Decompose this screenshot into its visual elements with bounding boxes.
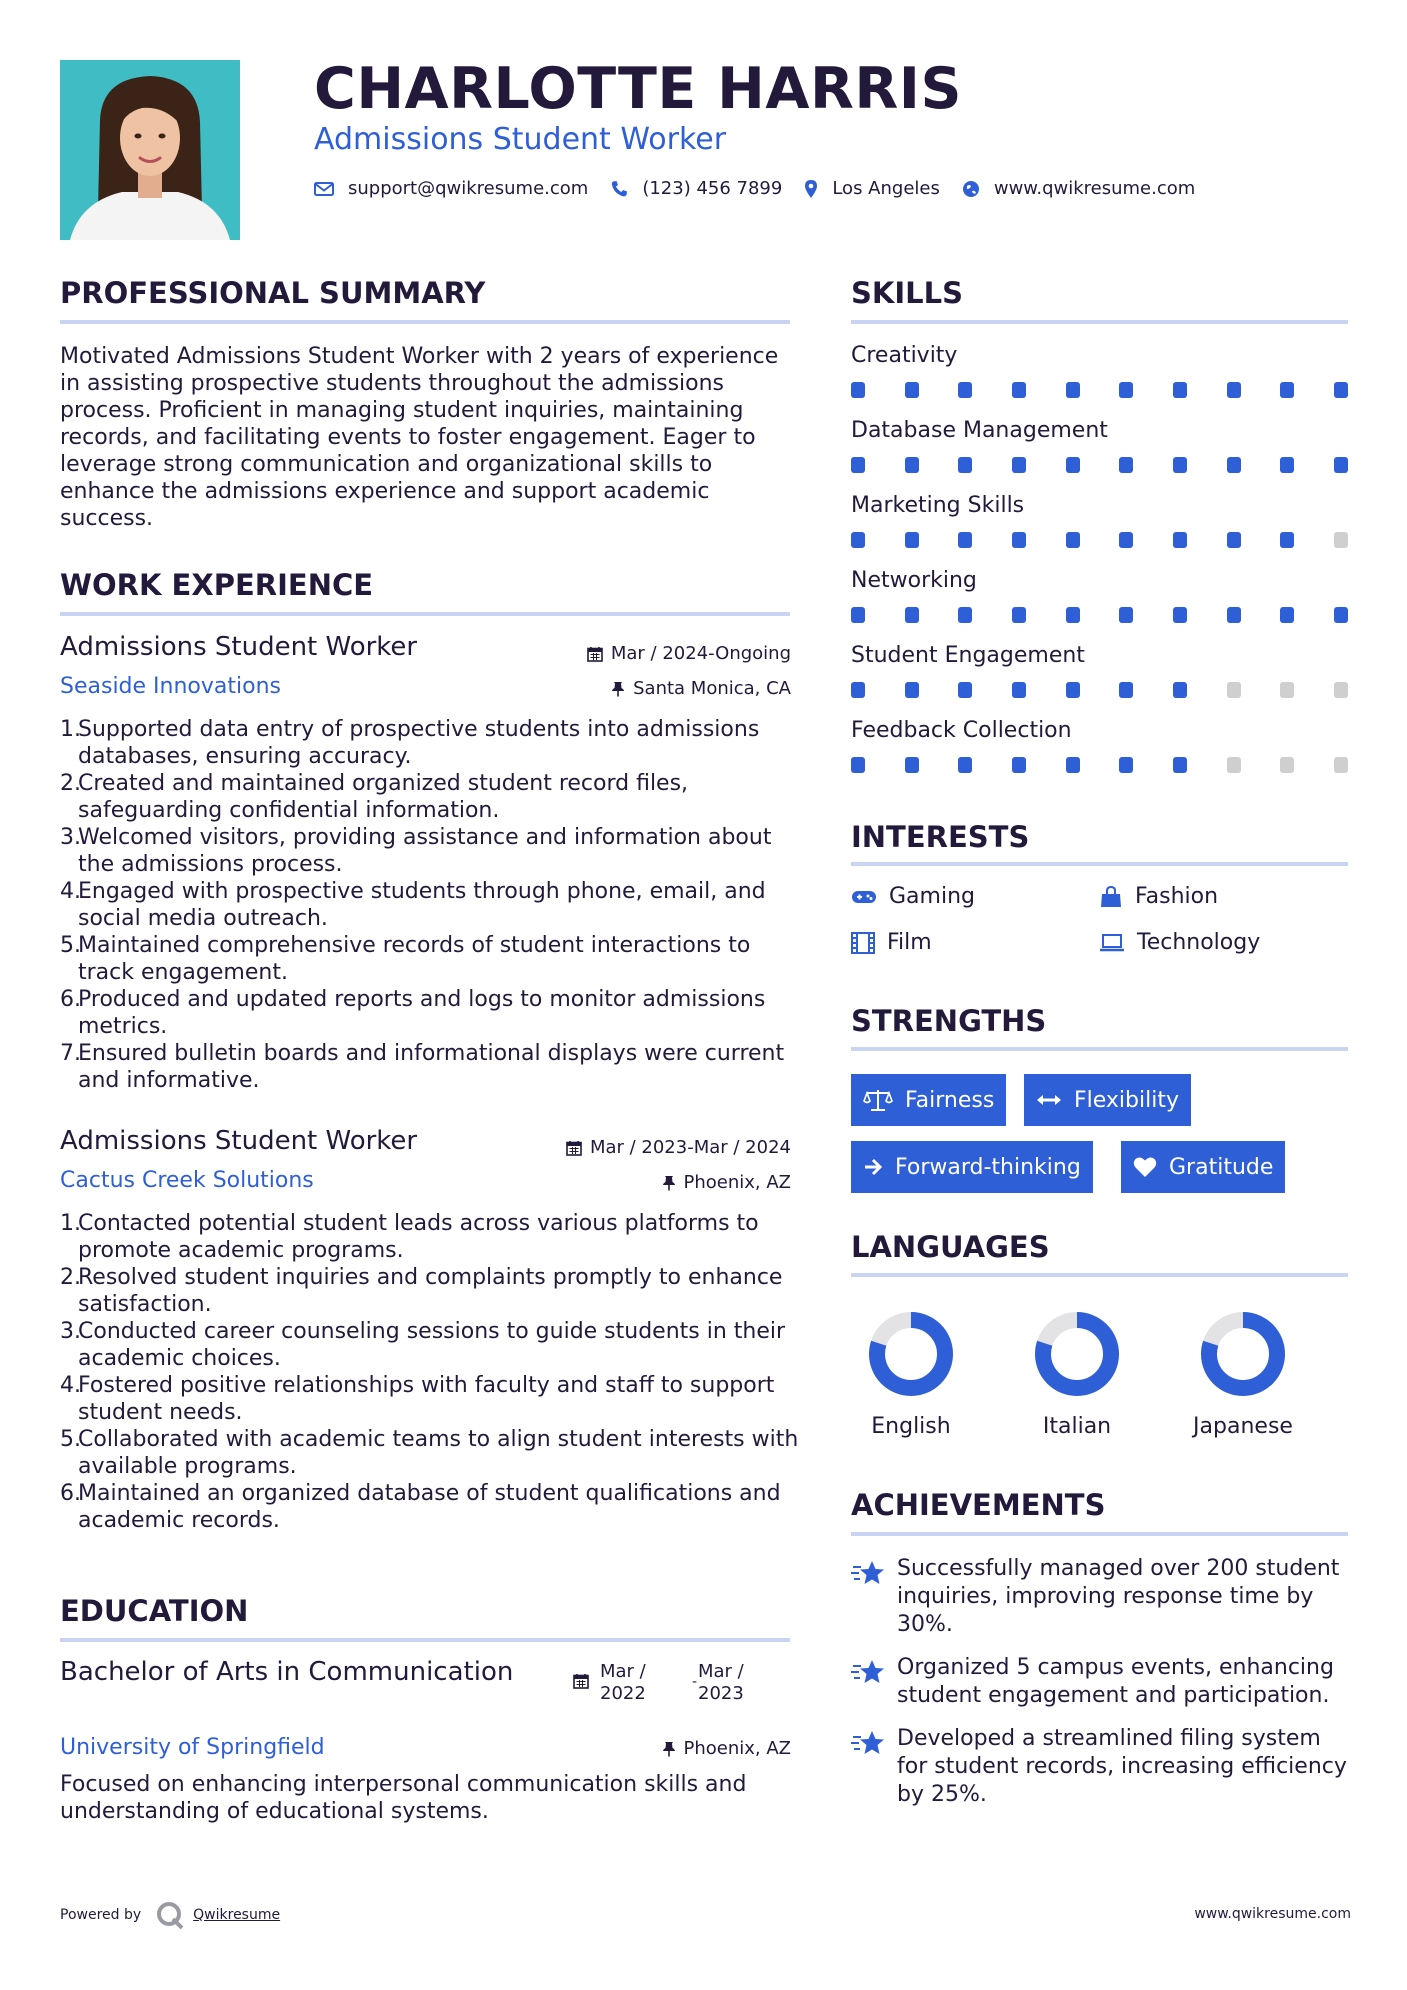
skill-dot-filled xyxy=(1119,757,1133,773)
experience-divider xyxy=(60,612,790,616)
education-description: Focused on enhancing interpersonal communication skills and understanding of educational systems. xyxy=(60,1772,747,1824)
skill-dot-filled xyxy=(1173,757,1187,773)
skill-dot-filled xyxy=(851,532,865,548)
job-date-text: Mar / 2023-Mar / 2024 xyxy=(589,1137,791,1158)
list-item: 3. Conducted career counseling sessions to guide students in their academic choices. xyxy=(60,1319,786,1371)
languages-heading: LANGUAGES xyxy=(851,1230,1050,1264)
skill-dot-filled xyxy=(1227,607,1241,623)
skill-dot-filled xyxy=(1227,382,1241,398)
strength-badge-flexibility: Flexibility xyxy=(1024,1074,1191,1126)
heart-icon xyxy=(1133,1156,1157,1178)
job-date xyxy=(587,643,791,664)
summary-divider xyxy=(60,320,790,324)
skill-dot-filled xyxy=(1012,682,1026,698)
achievement-item: Developed a streamlined filing system for student records, increasing efficiency by 25%. xyxy=(851,1725,1351,1809)
skill-dot-filled xyxy=(1066,382,1080,398)
skill-dot-filled xyxy=(1173,682,1187,698)
strength-badge-fairness: Fairness xyxy=(851,1074,1006,1126)
job-company[interactable]: Cactus Creek Solutions xyxy=(60,1168,314,1193)
calendar-icon xyxy=(573,1673,589,1689)
skill-dot-filled xyxy=(851,457,865,473)
skill-dot-filled xyxy=(1066,532,1080,548)
job-location-text: Phoenix, AZ xyxy=(683,1172,791,1193)
interest-item-film: Film xyxy=(851,930,932,955)
skill-dot-filled xyxy=(851,607,865,623)
skill-dot-filled xyxy=(905,757,919,773)
skill-dot-empty xyxy=(1227,682,1241,698)
education-end-date: Mar / 2023 xyxy=(698,1661,744,1704)
pushpin-icon xyxy=(662,1741,676,1757)
candidate-role: Admissions Student Worker xyxy=(314,122,727,157)
contact-location xyxy=(804,178,940,199)
language-item xyxy=(1173,1308,1313,1439)
skill-label: Feedback Collection xyxy=(851,718,1072,743)
list-item: 7. Ensured bulletin boards and informational displays were current and informative. xyxy=(60,1041,785,1093)
job-title: Admissions Student Worker xyxy=(60,1126,418,1156)
map-pin-icon xyxy=(804,179,818,199)
phone-icon xyxy=(610,180,628,198)
shooting-star-icon xyxy=(851,1729,885,1757)
skill-dot-filled xyxy=(1012,382,1026,398)
skill-dot-filled xyxy=(1012,457,1026,473)
contact-website[interactable] xyxy=(962,178,1195,199)
shooting-star-icon xyxy=(851,1658,885,1686)
website-text: www.qwikresume.com xyxy=(993,178,1196,199)
skills-divider xyxy=(851,320,1348,324)
list-item: 2. Resolved student inquiries and complaints promptly to enhance satisfaction. xyxy=(60,1265,783,1317)
powered-by-text: Powered by xyxy=(60,1907,142,1923)
language-label: Japanese xyxy=(1193,1414,1293,1439)
skill-dot-empty xyxy=(1334,757,1348,773)
school-name[interactable]: University of Springfield xyxy=(60,1735,325,1760)
skill-rating xyxy=(851,682,1351,698)
shooting-star-icon xyxy=(851,1559,885,1587)
list-item: 6. Maintained an organized database of student qualifications and academic records. xyxy=(60,1481,781,1533)
skill-dot-filled xyxy=(905,382,919,398)
skill-dot-filled xyxy=(1119,532,1133,548)
skill-label: Marketing Skills xyxy=(851,493,1025,518)
education-location-text: Phoenix, AZ xyxy=(683,1738,791,1759)
interests-heading: INTERESTS xyxy=(851,820,1030,854)
education-location xyxy=(662,1738,792,1759)
list-item: 1. Contacted potential student leads across various platforms to promote academic programs. xyxy=(60,1211,759,1263)
phone-text: (123) 456 7899 xyxy=(642,178,783,199)
profile-photo xyxy=(60,60,240,240)
skill-dot-filled xyxy=(958,532,972,548)
skill-dot-filled xyxy=(1227,532,1241,548)
list-item: 2. Created and maintained organized student record files, safeguarding confidential information. xyxy=(60,771,689,823)
brand-link[interactable]: Qwikresume xyxy=(193,1907,281,1923)
skill-dot-filled xyxy=(905,457,919,473)
skill-dot-filled xyxy=(1227,457,1241,473)
contact-row xyxy=(314,178,1217,199)
skill-rating xyxy=(851,457,1351,473)
achievement-item: Successfully managed over 200 student inquiries, improving response time by 30%. xyxy=(851,1555,1351,1639)
degree-title: Bachelor of Arts in Communication xyxy=(60,1657,514,1687)
list-item: 6. Produced and updated reports and logs to monitor admissions metrics. xyxy=(60,987,766,1039)
list-item: 5. Collaborated with academic teams to align student interests with available programs. xyxy=(60,1427,799,1479)
arrows-horizontal-icon xyxy=(1036,1092,1062,1108)
skill-dot-filled xyxy=(851,382,865,398)
strength-badge-gratitude: Gratitude xyxy=(1121,1141,1285,1193)
gamepad-icon xyxy=(851,888,877,906)
skill-label: Networking xyxy=(851,568,977,593)
interest-item-gaming: Gaming xyxy=(851,884,975,909)
language-item xyxy=(841,1308,981,1439)
achievements-divider xyxy=(851,1532,1348,1536)
globe-icon xyxy=(962,180,980,198)
list-item: 4. Fostered positive relationships with faculty and staff to support student needs. xyxy=(60,1373,775,1425)
language-item xyxy=(1007,1308,1147,1439)
list-item: 3. Welcomed visitors, providing assistance and information about the admissions process. xyxy=(60,825,772,877)
interest-item-fashion: Fashion xyxy=(1099,884,1218,909)
skill-dot-filled xyxy=(1173,532,1187,548)
location-text: Los Angeles xyxy=(832,178,940,199)
skill-rating xyxy=(851,382,1351,398)
achievements-heading: ACHIEVEMENTS xyxy=(851,1488,1106,1522)
job-location-text: Santa Monica, CA xyxy=(633,678,791,699)
skill-dot-empty xyxy=(1334,532,1348,548)
skill-dot-filled xyxy=(1334,382,1348,398)
skill-dot-filled xyxy=(1334,457,1348,473)
interests-divider xyxy=(851,862,1348,866)
skill-dot-filled xyxy=(958,457,972,473)
skill-dot-filled xyxy=(1334,607,1348,623)
email-text: support@qwikresume.com xyxy=(348,178,589,199)
skill-dot-filled xyxy=(1280,382,1294,398)
skill-dot-filled xyxy=(851,682,865,698)
job-location xyxy=(662,1172,792,1193)
languages-divider xyxy=(851,1273,1348,1277)
skill-dot-filled xyxy=(1012,532,1026,548)
skill-dot-filled xyxy=(1173,457,1187,473)
job-bullets xyxy=(60,716,800,1094)
job-title: Admissions Student Worker xyxy=(60,632,418,662)
skill-dot-filled xyxy=(1280,457,1294,473)
film-icon xyxy=(851,932,875,954)
skill-label: Student Engagement xyxy=(851,643,1085,668)
qwikresume-logo-icon xyxy=(155,1900,185,1930)
skill-dot-filled xyxy=(1119,607,1133,623)
summary-heading: PROFESSIONAL SUMMARY xyxy=(60,276,486,310)
calendar-icon xyxy=(566,1140,582,1156)
language-label: Italian xyxy=(1042,1414,1112,1439)
job-date xyxy=(566,1137,791,1158)
skill-rating xyxy=(851,757,1351,773)
skill-dot-filled xyxy=(851,757,865,773)
candidate-name: CHARLOTTE HARRIS xyxy=(314,56,962,122)
skill-dot-filled xyxy=(905,607,919,623)
shopping-bag-icon xyxy=(1099,886,1123,908)
skill-dot-filled xyxy=(958,607,972,623)
skill-dot-filled xyxy=(905,532,919,548)
list-item: 1. Supported data entry of prospective students into admissions databases, ensuring accuracy. xyxy=(60,717,760,769)
job-date-text: Mar / 2024-Ongoing xyxy=(610,643,791,664)
strength-badge-forward-thinking: Forward-thinking xyxy=(851,1141,1093,1193)
skill-dot-filled xyxy=(1066,682,1080,698)
pushpin-icon xyxy=(662,1175,676,1191)
skill-dot-filled xyxy=(905,682,919,698)
language-proficiency-donut xyxy=(1031,1308,1123,1400)
strengths-heading: STRENGTHS xyxy=(851,1004,1047,1038)
contact-phone[interactable] xyxy=(610,178,782,199)
envelope-icon xyxy=(314,181,334,197)
skill-dot-filled xyxy=(1280,607,1294,623)
language-proficiency-donut xyxy=(865,1308,957,1400)
education-date-dash: - xyxy=(692,1674,698,1690)
skill-dot-empty xyxy=(1227,757,1241,773)
arrow-right-icon xyxy=(863,1157,883,1177)
experience-heading: WORK EXPERIENCE xyxy=(60,568,374,602)
skill-dot-empty xyxy=(1280,757,1294,773)
skill-dot-filled xyxy=(1173,382,1187,398)
interest-item-technology: Technology xyxy=(1099,930,1260,955)
skill-dot-filled xyxy=(1012,757,1026,773)
skill-rating xyxy=(851,607,1351,623)
strengths-divider xyxy=(851,1047,1348,1051)
skill-dot-filled xyxy=(1066,607,1080,623)
calendar-icon xyxy=(587,646,603,662)
skill-dot-filled xyxy=(958,757,972,773)
education-start-date: Mar / 2022 xyxy=(600,1661,646,1704)
job-company[interactable]: Seaside Innovations xyxy=(60,674,281,699)
footer-branding xyxy=(60,1900,280,1930)
skills-heading: SKILLS xyxy=(851,276,963,310)
skill-dot-filled xyxy=(1280,532,1294,548)
skill-dot-empty xyxy=(1280,682,1294,698)
language-label: English xyxy=(871,1414,951,1439)
skill-label: Database Management xyxy=(851,418,1108,443)
list-item: 4. Engaged with prospective students through phone, email, and social media outreach. xyxy=(60,879,766,931)
list-item: 5. Maintained comprehensive records of student interactions to track engagement. xyxy=(60,933,751,985)
skill-dot-filled xyxy=(1173,607,1187,623)
summary-text: Motivated Admissions Student Worker with 2 years of experience in assisting prospective students throughout the admissions process. Proficient in managing student inquiries, maintaining records, and facilitating events to foster engagement. Eager to leverage strong communication and organizational skills to enhance the admissions experience and support academic success. xyxy=(60,344,779,531)
skill-dot-filled xyxy=(958,682,972,698)
job-location xyxy=(611,678,791,699)
skill-dot-empty xyxy=(1334,682,1348,698)
skill-rating xyxy=(851,532,1351,548)
achievement-item: Organized 5 campus events, enhancing student engagement and participation. xyxy=(851,1654,1351,1710)
skill-dot-filled xyxy=(1119,457,1133,473)
skill-label: Creativity xyxy=(851,343,958,368)
education-divider xyxy=(60,1638,790,1642)
job-bullets xyxy=(60,1210,800,1534)
footer-website[interactable]: www.qwikresume.com xyxy=(1194,1906,1351,1922)
skill-dot-filled xyxy=(1066,757,1080,773)
skill-dot-filled xyxy=(958,382,972,398)
contact-email[interactable] xyxy=(314,178,588,199)
language-proficiency-donut xyxy=(1197,1308,1289,1400)
balance-scale-icon xyxy=(863,1088,893,1112)
skill-dot-filled xyxy=(1119,382,1133,398)
profile-photo-illustration xyxy=(60,60,240,240)
skill-dot-filled xyxy=(1119,682,1133,698)
skill-dot-filled xyxy=(1012,607,1026,623)
laptop-icon xyxy=(1099,933,1125,953)
skill-dot-filled xyxy=(1066,457,1080,473)
pushpin-icon xyxy=(611,681,625,697)
education-heading: EDUCATION xyxy=(60,1594,249,1628)
